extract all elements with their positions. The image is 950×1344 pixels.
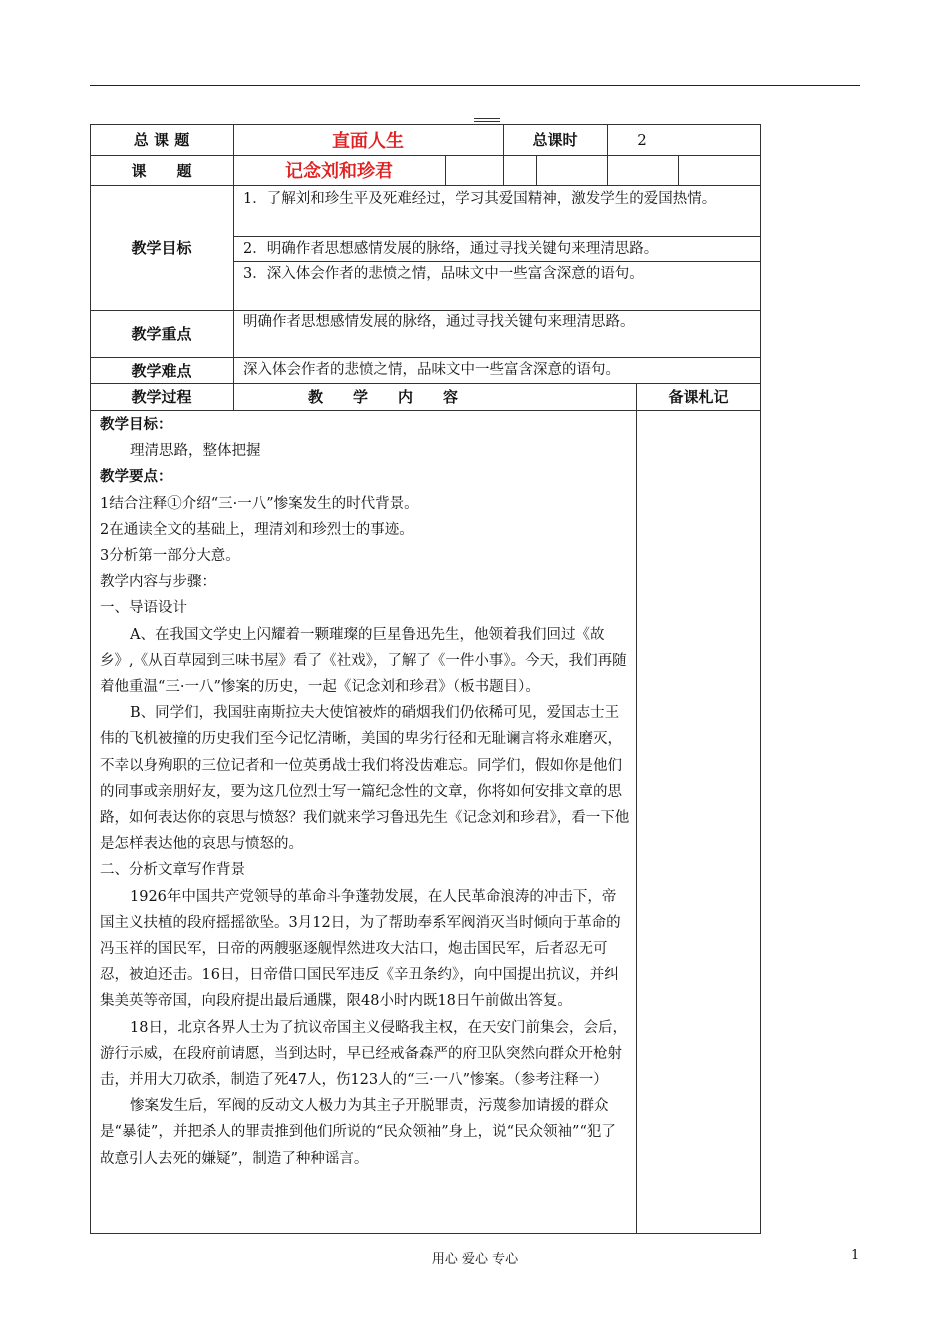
footer-text: 用心 爱心 专心 <box>431 1252 519 1267</box>
content-paragraph: 惨案发生后，军阀的反动文人极力为其主子开脱罪责，污蔑参加请援的群众是“暴徒”，并把杀人的罪责推到他们所说的“民众领袖”身上，说“民众领袖”“犯了故意引人去死的嫌疑”，制造了种种谣言。 <box>100 1098 616 1167</box>
goal-item: 3．深入体会作者的悲愤之情，品味文中一些富含深意的语句。 <box>243 266 644 282</box>
col-divider <box>678 155 679 185</box>
page-number: 1 <box>851 1248 860 1263</box>
goals-label: 教学目标 <box>131 239 192 257</box>
content-paragraph: 二、分析文章写作背景 <box>100 862 245 879</box>
content-paragraph: 2在通读全文的基础上，理清刘和珍烈士的事迹。 <box>100 521 414 538</box>
content-paragraph: 理清思路，整体把握 <box>130 443 261 460</box>
section-heading: 教学要点： <box>100 469 173 486</box>
mini-rule <box>474 118 500 119</box>
content-paragraph: 1926年中国共产党领导的革命斗争蓬勃发展，在人民革命浪涛的冲击下，帝国主义扶植的段府摇摇欲坠。3月12日，为了帮助奉系军阀消灭当时倾向于革命的冯玉祥的国民军，日帝的两艘驱逐舰悍然进攻大沽口，炮击国民军，后者忍无可忍，被迫还击。16日，日帝借口国民军违反《辛丑条约》，向中国提出抗议，并纠集美英等帝国，向段府提出最后通牒，限48小时内既18日午前做出答复。 <box>100 888 621 1010</box>
focus-label: 教学重点 <box>131 325 192 343</box>
content-paragraph: A、在我国文学史上闪耀着一颗璀璨的巨星鲁迅先生，他领着我们回过《故乡》,《从百草园到三味书屋》看了《社戏》，了解了《一件小事》。今天，我们再随着他重温“三·一八”惨案的历史，一起《记念刘和珍君》（板书题目）。 <box>100 626 627 696</box>
content-paragraph: 1结合注释①介绍“三·一八”惨案发生的时代背景。 <box>100 495 419 512</box>
col-divider <box>636 383 637 1234</box>
notes-col-label: 备课札记 <box>668 388 729 406</box>
content-paragraph: 教学内容与步骤： <box>100 574 216 591</box>
lesson-content <box>100 412 630 1172</box>
difficulty-label: 教学难点 <box>131 361 192 380</box>
section-heading: 教学目标： <box>100 417 173 433</box>
topic-value: 记念刘和珍君 <box>285 161 393 182</box>
difficulty-text: 深入体会作者的悲愤之情，品味文中一些富含深意的语句。 <box>243 362 620 378</box>
row-divider <box>90 410 761 411</box>
process-col-label: 教学过程 <box>131 388 192 406</box>
goal-item: 1．了解刘和珍生平及死难经过，学习其爱国精神，激发学生的爱国热情。 <box>243 191 717 207</box>
total-topic-value: 直面人生 <box>332 130 404 152</box>
total-topic-label: 总 课 题 <box>133 131 190 149</box>
content-paragraph: 一、导语设计 <box>100 600 187 617</box>
content-col-label: 教 学 内 容 <box>307 388 458 406</box>
total-hours-value: 2 <box>637 130 647 149</box>
content-paragraph: 3分析第一部分大意。 <box>100 548 240 565</box>
col-divider <box>536 155 537 185</box>
topic-label: 课 题 <box>131 161 192 180</box>
content-paragraph: B、同学们，我国驻南斯拉夫大使馆被炸的硝烟我们仍依稀可见，爱国志士王伟的飞机被撞的历史我们至今记忆清晰，美国的卑劣行径和无耻谰言将永难磨灭，不幸以身殉职的三位记者和一位英勇战士我们将没齿难忘。同学们，假如你是他们的同事或亲朋好友，要为这几位烈士写一篇纪念性的文章，你将如何安排文章的思路，如何表达你的哀思与愤怒？我们就来学习鲁迅先生《记念刘和珍君》，看一下他是怎样表达他的哀思与愤怒的。 <box>100 705 630 853</box>
mini-rule <box>474 121 500 122</box>
header-rule <box>90 85 860 86</box>
content-paragraph: 18日，北京各界人士为了抗议帝国主义侵略我主权，在天安门前集会，会后，游行示威，在段府前请愿，当到达时，早已经戒备森严的府卫队突然向群众开枪射击，并用大刀砍杀，制造了死47人，伤123人的“三·一八”惨案。（参考注释一） <box>100 1019 627 1089</box>
total-hours-label: 总课时 <box>532 131 578 149</box>
col-divider <box>445 155 446 185</box>
focus-text: 明确作者思想感情发展的脉络，通过寻找关键句来理清思路。 <box>243 314 635 330</box>
goal-item: 2．明确作者思想感情发展的脉络，通过寻找关键句来理清思路。 <box>243 241 659 257</box>
